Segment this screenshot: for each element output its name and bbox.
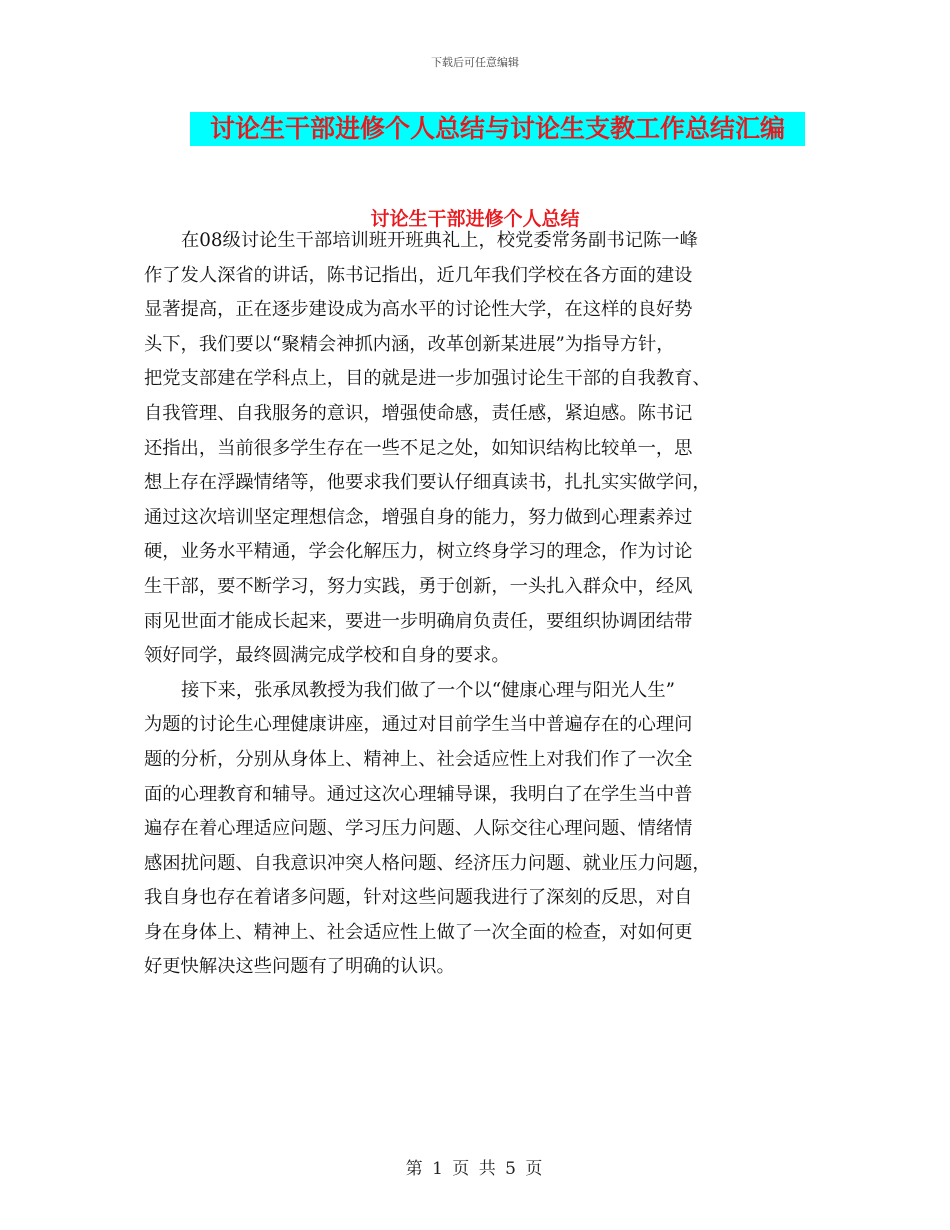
text-line: 还指出，当前很多学生存在一些不足之处，如知识结构比较单一，思 <box>144 437 693 459</box>
text-line: 感困扰问题、自我意识冲突人格问题、经济压力问题、就业压力问题， <box>144 852 711 874</box>
text-line: 题的分析，分别从身体上、精神上、社会适应性上对我们作了一次全 <box>144 748 693 770</box>
text-line: 显著提高，正在逐步建设成为高水平的讨论性大学，在这样的良好势 <box>144 299 693 321</box>
text-line: 好更快解决这些问题有了明确的认识。 <box>144 956 455 978</box>
text-line: 把党支部建在学科点上，目的就是进一步加强讨论生干部的自我教育、 <box>144 368 711 390</box>
text-line: 硬，业务水平精通，学会化解压力，树立终身学习的理念，作为讨论 <box>144 541 693 563</box>
text-line: 头下，我们要以“聚精会神抓内涵，改革创新某进展”为指导方针， <box>144 333 675 355</box>
document-body <box>144 224 804 985</box>
text-line: 自我管理、自我服务的意识，增强使命感，责任感，紧迫感。陈书记 <box>144 402 693 424</box>
page-number-footer: 第 1 页 共 5 页 <box>405 1159 545 1179</box>
text-line: 遍存在着心理适应问题、学习压力问题、人际交往心理问题、情绪情 <box>144 818 693 840</box>
text-line: 面的心理教育和辅导。通过这次心理辅导课，我明白了在学生当中普 <box>144 783 693 805</box>
text-line: 为题的讨论生心理健康讲座，通过对目前学生当中普遍存在的心理问 <box>144 714 693 736</box>
text-line: 雨见世面才能成长起来，要进一步明确肩负责任，要组织协调团结带 <box>144 610 693 632</box>
text-line: 我自身也存在着诸多问题，针对这些问题我进行了深刻的反思，对自 <box>144 887 693 909</box>
text-line: 生干部，要不断学习，努力实践，勇于创新，一头扎入群众中，经风 <box>144 575 693 597</box>
text-line: 接下来，张承凤教授为我们做了一个以“健康心理与阳光人生” <box>181 679 676 701</box>
text-line: 在08级讨论生干部培训班开班典礼上，校党委常务副书记陈一峰 <box>181 230 698 251</box>
section-title: 讨论生干部进修个人总结 <box>370 208 580 230</box>
text-line: 身在身体上、精神上、社会适应性上做了一次全面的检查，对如何更 <box>144 921 693 943</box>
page-header: 下载后可任意编辑 <box>431 56 519 69</box>
text-line: 领好同学，最终圆满完成学校和自身的要求。 <box>144 645 510 667</box>
text-line: 想上存在浮躁情绪等，他要求我们要认仔细真读书，扎扎实实做学问， <box>144 472 711 494</box>
text-line: 作了发人深省的讲话，陈书记指出，近几年我们学校在各方面的建设 <box>144 264 693 286</box>
document-main-title: 讨论生干部进修个人总结与讨论生支教工作总结汇编 <box>190 112 805 146</box>
text-line: 通过这次培训坚定理想信念，增强自身的能力，努力做到心理素养过 <box>144 506 693 528</box>
